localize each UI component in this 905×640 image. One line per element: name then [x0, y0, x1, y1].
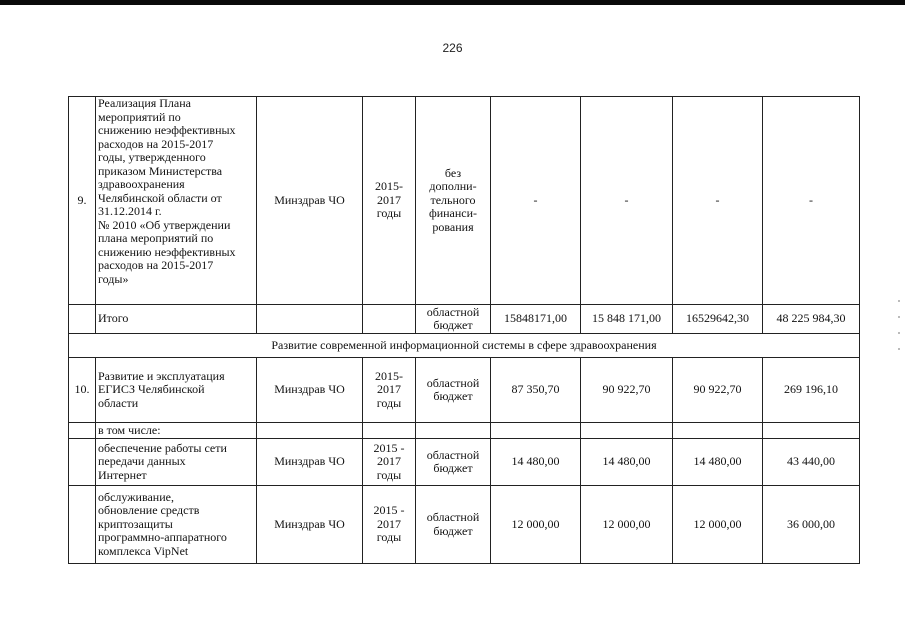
- empty-cell: [69, 439, 96, 486]
- measure-name: обеспечение работы сети передачи данных Интернет: [96, 439, 257, 486]
- table-row-9: [69, 97, 860, 305]
- funding-source-cell: областной бюджет: [416, 305, 491, 334]
- scan-margin-marks: [898, 300, 904, 400]
- funding-source-cell: областной бюджет: [416, 486, 491, 564]
- executor-cell: Минздрав ЧО: [257, 358, 363, 423]
- empty-cell: [763, 423, 860, 439]
- measure-name: Реализация Плана мероприятий по снижению неэффективных расходов на 2015-2017 годы, утвержденного приказом Министерства здравоохранения Челябинской области от 31.12.2014 г. № 2010 «Об утверждении плана мероприятий по снижению неэффективных расходов на 2015-2017 годы»: [96, 97, 257, 305]
- empty-cell: [581, 423, 673, 439]
- value-2017-cell: 90 922,70: [673, 358, 763, 423]
- top-border-bar: [0, 0, 905, 5]
- table-row-10: [69, 358, 860, 423]
- section-heading-row: [69, 334, 860, 358]
- period-cell: 2015- 2017 годы: [363, 97, 416, 305]
- executor-cell: Минздрав ЧО: [257, 97, 363, 305]
- value-2016-cell: 12 000,00: [581, 486, 673, 564]
- period-cell: 2015 - 2017 годы: [363, 439, 416, 486]
- table-row-sub-2: [69, 486, 860, 564]
- value-total-cell: 36 000,00: [763, 486, 860, 564]
- measure-name: обслуживание, обновление средств криптозащиты программно-аппаратного комплекса VipNet: [96, 486, 257, 564]
- value-2017-cell: 12 000,00: [673, 486, 763, 564]
- funding-source-cell: областной бюджет: [416, 358, 491, 423]
- scan-mark: [898, 332, 900, 334]
- empty-cell: [363, 423, 416, 439]
- measure-name: Развитие и эксплуатация ЕГИСЗ Челябинской области: [96, 358, 257, 423]
- empty-cell: [69, 423, 96, 439]
- value-total-cell: 269 196,10: [763, 358, 860, 423]
- budget-table: [68, 96, 860, 564]
- empty-cell: [257, 423, 363, 439]
- empty-cell: [69, 305, 96, 334]
- table-row-total: [69, 305, 860, 334]
- executor-cell: Минздрав ЧО: [257, 486, 363, 564]
- value-2017-cell: 16529642,30: [673, 305, 763, 334]
- empty-cell: [257, 305, 363, 334]
- value-2015-cell: 14 480,00: [491, 439, 581, 486]
- value-2015-cell: 15848171,00: [491, 305, 581, 334]
- page-number: 226: [442, 41, 463, 55]
- value-total-cell: 48 225 984,30: [763, 305, 860, 334]
- including-row: [69, 423, 860, 439]
- value-2016-cell: -: [581, 97, 673, 305]
- total-label: Итого: [96, 305, 257, 334]
- value-2015-cell: 87 350,70: [491, 358, 581, 423]
- scan-mark: [898, 316, 900, 318]
- empty-cell: [673, 423, 763, 439]
- value-2016-cell: 15 848 171,00: [581, 305, 673, 334]
- value-2016-cell: 14 480,00: [581, 439, 673, 486]
- executor-cell: Минздрав ЧО: [257, 439, 363, 486]
- row-number: 10.: [69, 358, 96, 423]
- empty-cell: [363, 305, 416, 334]
- funding-source-cell: областной бюджет: [416, 439, 491, 486]
- value-2015-cell: 12 000,00: [491, 486, 581, 564]
- value-total-cell: -: [763, 97, 860, 305]
- empty-cell: [69, 486, 96, 564]
- value-2017-cell: 14 480,00: [673, 439, 763, 486]
- funding-source-cell: без дополни- тельного финанси- рования: [416, 97, 491, 305]
- value-total-cell: 43 440,00: [763, 439, 860, 486]
- period-cell: 2015- 2017 годы: [363, 358, 416, 423]
- table-row-sub-1: [69, 439, 860, 486]
- section-title: Развитие современной информационной системы в сфере здравоохранения: [69, 334, 860, 358]
- row-number: 9.: [69, 97, 96, 305]
- scan-mark: [898, 300, 900, 302]
- value-2015-cell: -: [491, 97, 581, 305]
- including-label: в том числе:: [96, 423, 257, 439]
- empty-cell: [416, 423, 491, 439]
- period-cell: 2015 - 2017 годы: [363, 486, 416, 564]
- value-2016-cell: 90 922,70: [581, 358, 673, 423]
- scan-mark: [898, 348, 900, 350]
- empty-cell: [491, 423, 581, 439]
- value-2017-cell: -: [673, 97, 763, 305]
